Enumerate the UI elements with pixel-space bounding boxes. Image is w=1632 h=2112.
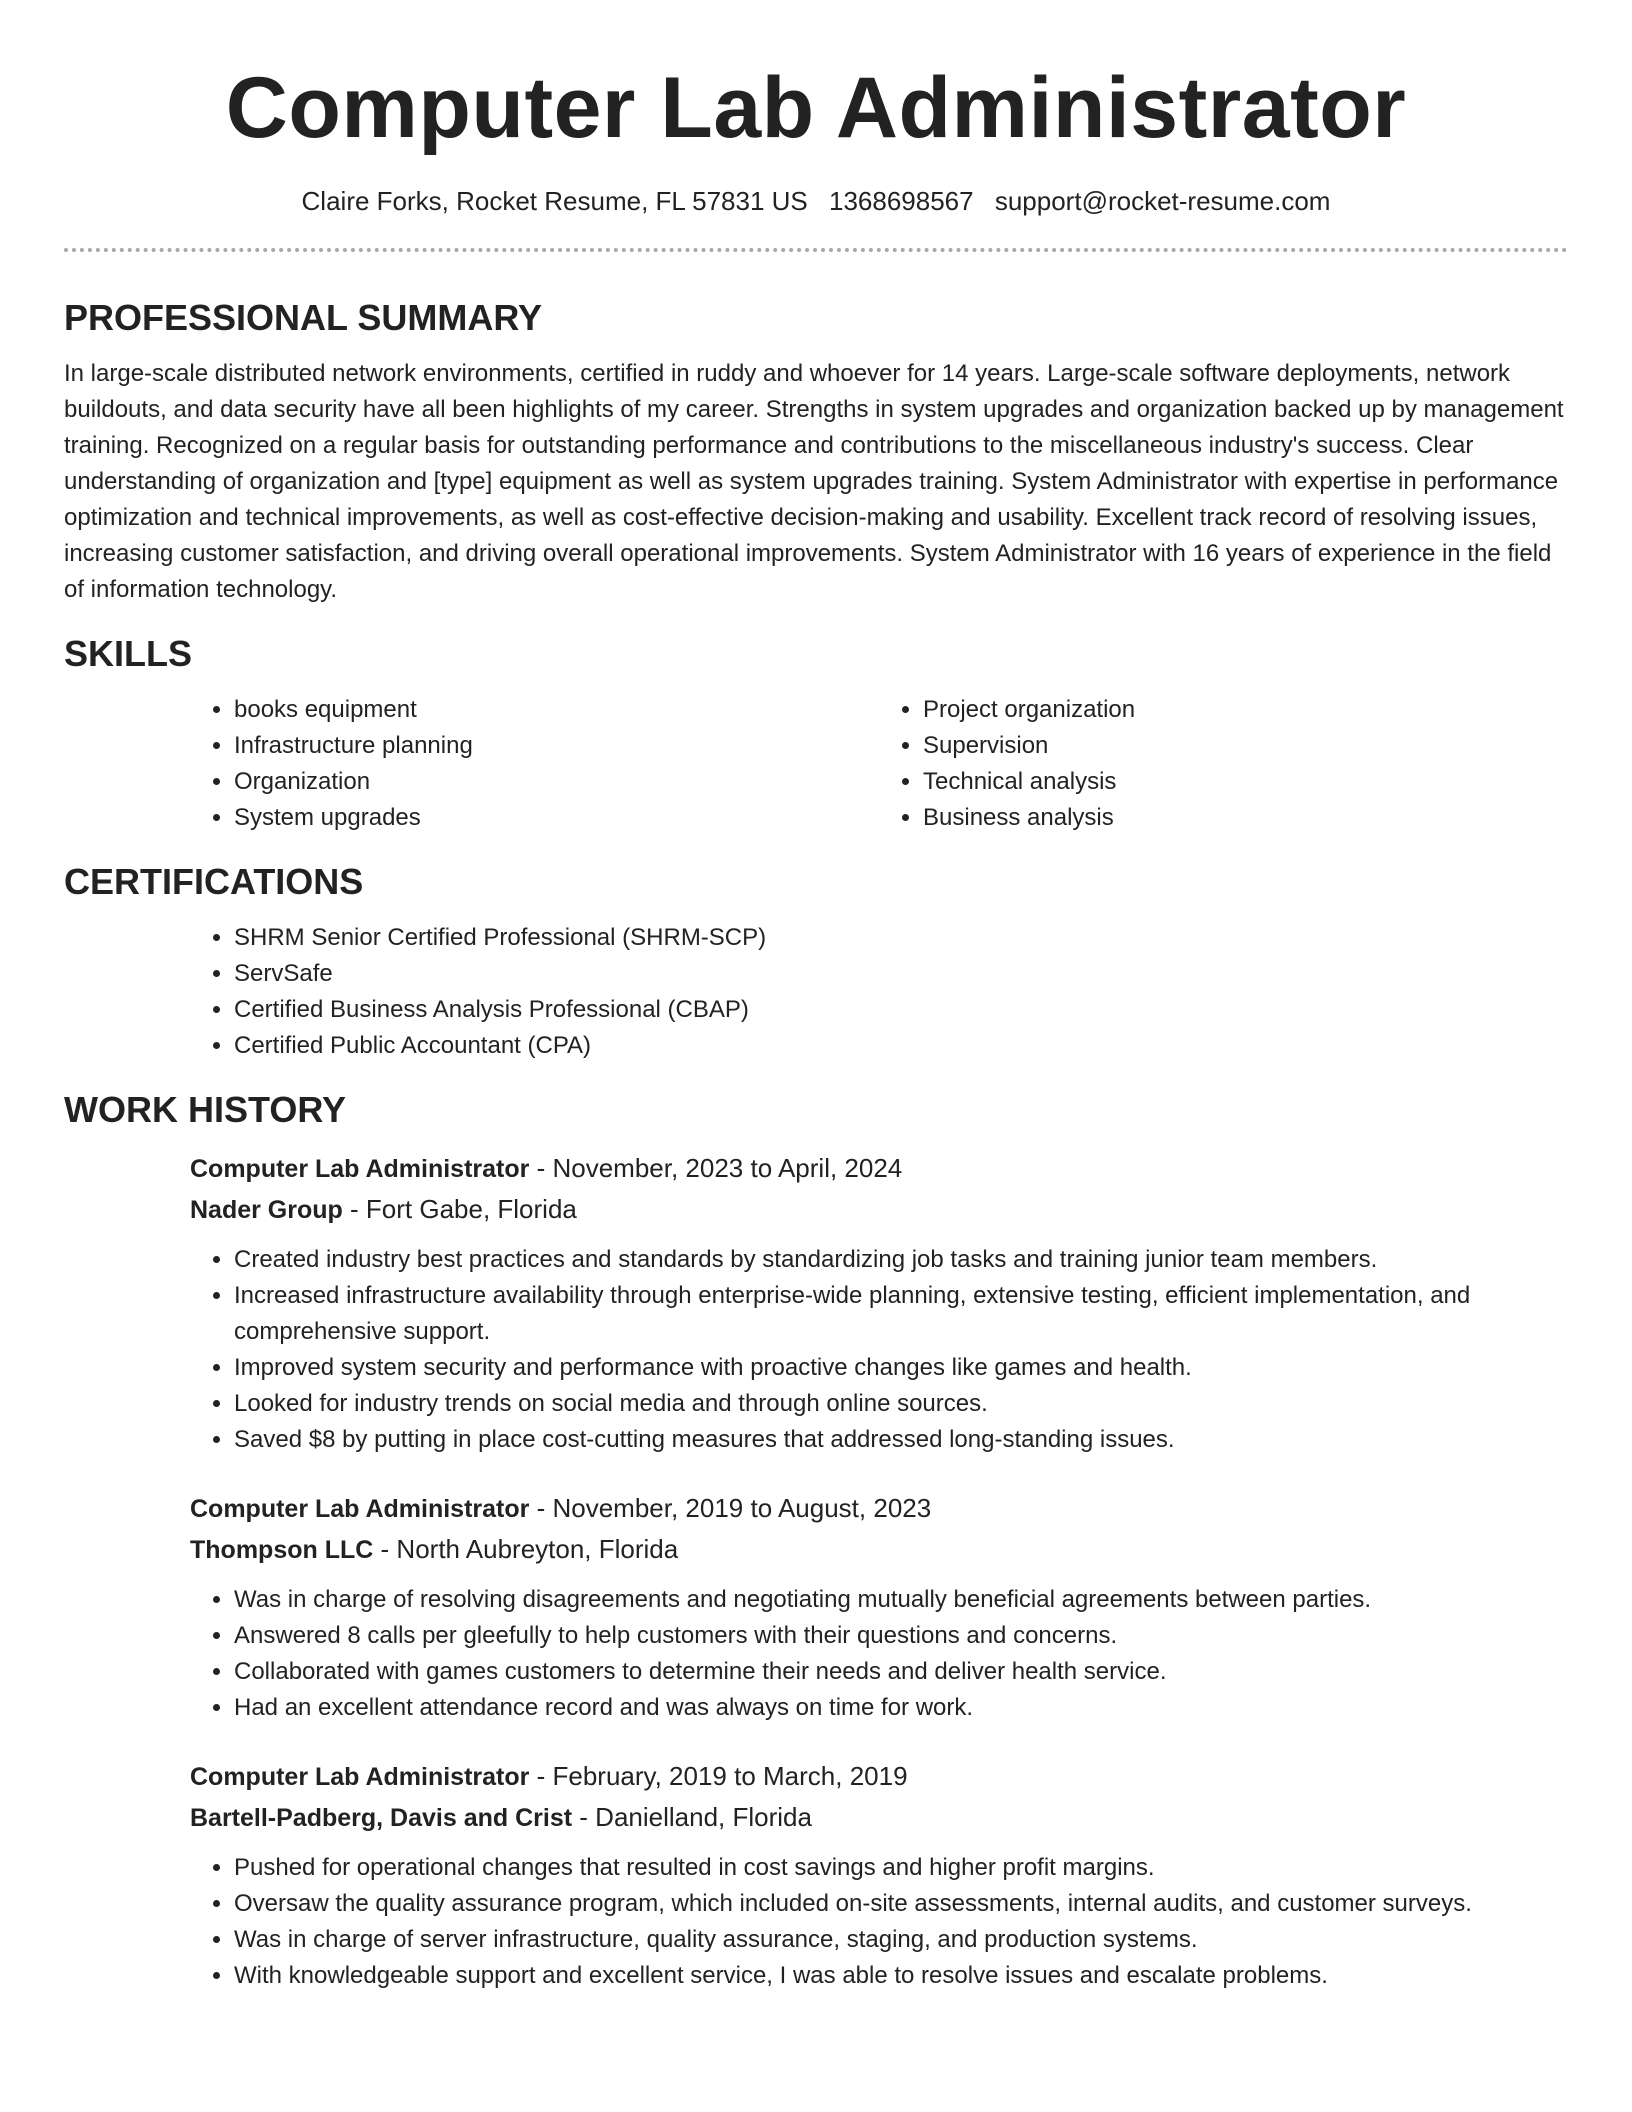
job-dates: - November, 2019 to August, 2023 [529,1493,932,1523]
job-company-line [190,1189,1568,1230]
job-bullets [190,1582,1568,1726]
job-bullet: • Answered 8 calls per gleefully to help customers with their questions and concerns. [234,1618,1568,1654]
job-bullet: • Increased infrastructure availability through enterprise-wide planning, extensive testing, efficient implementation, and comprehensive support. [234,1278,1568,1350]
job-company-line [190,1529,1568,1570]
job-bullet: • Pushed for operational changes that resulted in cost savings and higher profit margins. [234,1850,1568,1886]
skill-item: • Organization [234,764,879,800]
skills-column-right [879,692,1568,836]
job-entry [190,1756,1568,1994]
job-location: - North Aubreyton, Florida [373,1534,679,1564]
job-entry [190,1488,1568,1726]
skill-item: • Infrastructure planning [234,728,879,764]
job-location: - Fort Gabe, Florida [342,1194,577,1224]
job-bullet: • Looked for industry trends on social media and through online sources. [234,1386,1568,1422]
job-company: Bartell-Padberg, Davis and Crist [190,1804,573,1832]
summary-section [64,296,1568,608]
job-bullet: • Collaborated with games customers to determine their needs and deliver health service. [234,1654,1568,1690]
candidate-name: Computer Lab Administrator [225,60,1407,156]
summary-text: In large-scale distributed network environments, certified in ruddy and whoever for 14 years. Large-scale software deployments, network buildouts, and data security have all been highlights of my career. Strengths in system upgrades and organization backed up by management training. Recognized on a regular basis for outstanding performance and contributions to the miscellaneous industry's success. Clear understanding of organization and [type] equipment as well as system upgrades training. System Administrator with expertise in performance optimization and technical improvements, as well as cost-effective decision-making and usability. Excellent track record of resolving issues, increasing customer satisfaction, and driving overall operational improvements. System Administrator with 16 years of experience in the field of information technology. [64,360,1564,603]
job-title-line [190,1756,1568,1797]
job-bullet: • Oversaw the quality assurance program, which included on-site assessments, internal audits, and customer surveys. [234,1886,1568,1922]
certifications-section [64,860,1568,1064]
skills-section [64,632,1568,836]
job-company: Nader Group [190,1196,343,1224]
certification-item: • ServSafe [234,956,1568,992]
certification-item: • Certified Public Accountant (CPA) [234,1028,1568,1064]
job-bullet: • Was in charge of resolving disagreements and negotiating mutually beneficial agreements between parties. [234,1582,1568,1618]
job-company: Thompson LLC [190,1536,374,1564]
certifications-list [190,920,1568,1064]
skill-item: • Technical analysis [923,764,1568,800]
job-bullets [190,1242,1568,1458]
job-title-line [190,1488,1568,1529]
job-bullets [190,1850,1568,1994]
job-role: Computer Lab Administrator [190,1495,530,1523]
contact-address: Claire Forks, Rocket Resume, FL 57831 US [301,186,808,216]
skills-column-left [190,692,879,836]
skill-item: • Supervision [923,728,1568,764]
contact-email: support@rocket-resume.com [994,186,1331,216]
job-dates: - November, 2023 to April, 2024 [529,1153,903,1183]
job-location: - Danielland, Florida [572,1802,812,1832]
job-bullet: • Saved $8 by putting in place cost-cutting measures that addressed long-standing issues. [234,1422,1568,1458]
contact-phone: 1368698567 [829,186,974,216]
skill-item: • System upgrades [234,800,879,836]
certification-item: • SHRM Senior Certified Professional (SHRM-SCP) [234,920,1568,956]
job-bullet: • Had an excellent attendance record and was always on time for work. [234,1690,1568,1726]
work-history-title: WORK HISTORY [64,1089,347,1130]
skill-item: • Business analysis [923,800,1568,836]
skills-list [190,692,1568,836]
certification-item: • Certified Business Analysis Professional (CBAP) [234,992,1568,1028]
contact-line [64,184,1568,218]
job-title-line [190,1148,1568,1189]
job-bullet: • Was in charge of server infrastructure, quality assurance, staging, and production systems. [234,1922,1568,1958]
job-company-line [190,1797,1568,1838]
job-role: Computer Lab Administrator [190,1763,530,1791]
job-bullet: • Created industry best practices and standards by standardizing job tasks and training junior team members. [234,1242,1568,1278]
skill-item: • Project organization [923,692,1568,728]
job-dates: - February, 2019 to March, 2019 [529,1761,908,1791]
job-bullet: • With knowledgeable support and excellent service, I was able to resolve issues and escalate problems. [234,1958,1568,1994]
skills-title: SKILLS [64,633,193,674]
summary-title: PROFESSIONAL SUMMARY [64,297,543,338]
work-history-section [64,1088,1568,1994]
certifications-title: CERTIFICATIONS [64,861,364,902]
header-divider [64,248,1568,252]
job-role: Computer Lab Administrator [190,1155,530,1183]
job-bullet: • Improved system security and performance with proactive changes like games and health. [234,1350,1568,1386]
job-entry [190,1148,1568,1458]
skill-item: • books equipment [234,692,879,728]
